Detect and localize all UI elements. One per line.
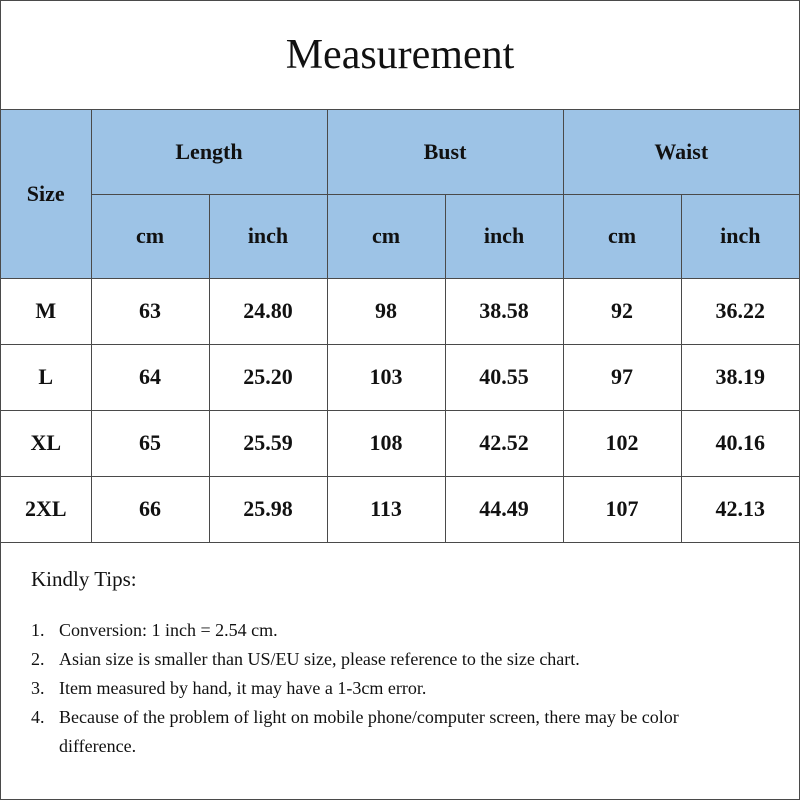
group-header-length: Length	[91, 110, 327, 194]
table-cell: 113	[327, 476, 445, 542]
table-cell: 38.19	[681, 344, 799, 410]
tips-list	[31, 616, 799, 761]
size-table	[1, 110, 799, 543]
list-item	[31, 674, 799, 703]
table-unit-row	[1, 194, 799, 278]
list-number: 2.	[31, 648, 45, 669]
table-cell: 25.59	[209, 410, 327, 476]
table-cell: 63	[91, 278, 209, 344]
table-cell: 44.49	[445, 476, 563, 542]
list-text: Conversion: 1 inch = 2.54 cm.	[59, 619, 278, 640]
table-cell: 40.16	[681, 410, 799, 476]
unit-header: inch	[445, 194, 563, 278]
unit-header: cm	[91, 194, 209, 278]
table-cell: 64	[91, 344, 209, 410]
unit-header: inch	[209, 194, 327, 278]
unit-header: inch	[681, 194, 799, 278]
list-text: Because of the problem of light on mobile phone/computer screen, there may be color difference.	[59, 706, 679, 756]
table-cell: 97	[563, 344, 681, 410]
table-cell: 107	[563, 476, 681, 542]
table-header-row	[1, 110, 799, 194]
size-cell: M	[1, 278, 91, 344]
table-cell: 38.58	[445, 278, 563, 344]
unit-header: cm	[327, 194, 445, 278]
tips-section	[1, 543, 799, 761]
table-cell: 66	[91, 476, 209, 542]
list-item	[31, 616, 799, 645]
table-row	[1, 410, 799, 476]
group-header-waist: Waist	[563, 110, 799, 194]
table-cell: 92	[563, 278, 681, 344]
table-cell: 65	[91, 410, 209, 476]
size-cell: XL	[1, 410, 91, 476]
list-text: Item measured by hand, it may have a 1-3cm error.	[59, 677, 427, 698]
table-cell: 108	[327, 410, 445, 476]
unit-header: cm	[563, 194, 681, 278]
table-cell: 36.22	[681, 278, 799, 344]
list-number: 1.	[31, 619, 45, 640]
table-row	[1, 476, 799, 542]
table-cell: 102	[563, 410, 681, 476]
table-cell: 103	[327, 344, 445, 410]
table-row	[1, 278, 799, 344]
table-cell: 40.55	[445, 344, 563, 410]
table-cell: 25.20	[209, 344, 327, 410]
size-cell: 2XL	[1, 476, 91, 542]
list-number: 3.	[31, 677, 45, 698]
table-cell: 24.80	[209, 278, 327, 344]
table-cell: 42.52	[445, 410, 563, 476]
table-cell: 25.98	[209, 476, 327, 542]
size-cell: L	[1, 344, 91, 410]
table-row	[1, 344, 799, 410]
size-header: Size	[1, 110, 91, 278]
table-cell: 42.13	[681, 476, 799, 542]
page-title: Measurement	[1, 1, 799, 110]
list-text: Asian size is smaller than US/EU size, please reference to the size chart.	[59, 648, 580, 669]
group-header-bust: Bust	[327, 110, 563, 194]
list-item	[31, 645, 799, 674]
list-item	[31, 703, 799, 761]
list-number: 4.	[31, 706, 45, 727]
tips-title: Kindly Tips:	[31, 566, 137, 591]
table-cell: 98	[327, 278, 445, 344]
